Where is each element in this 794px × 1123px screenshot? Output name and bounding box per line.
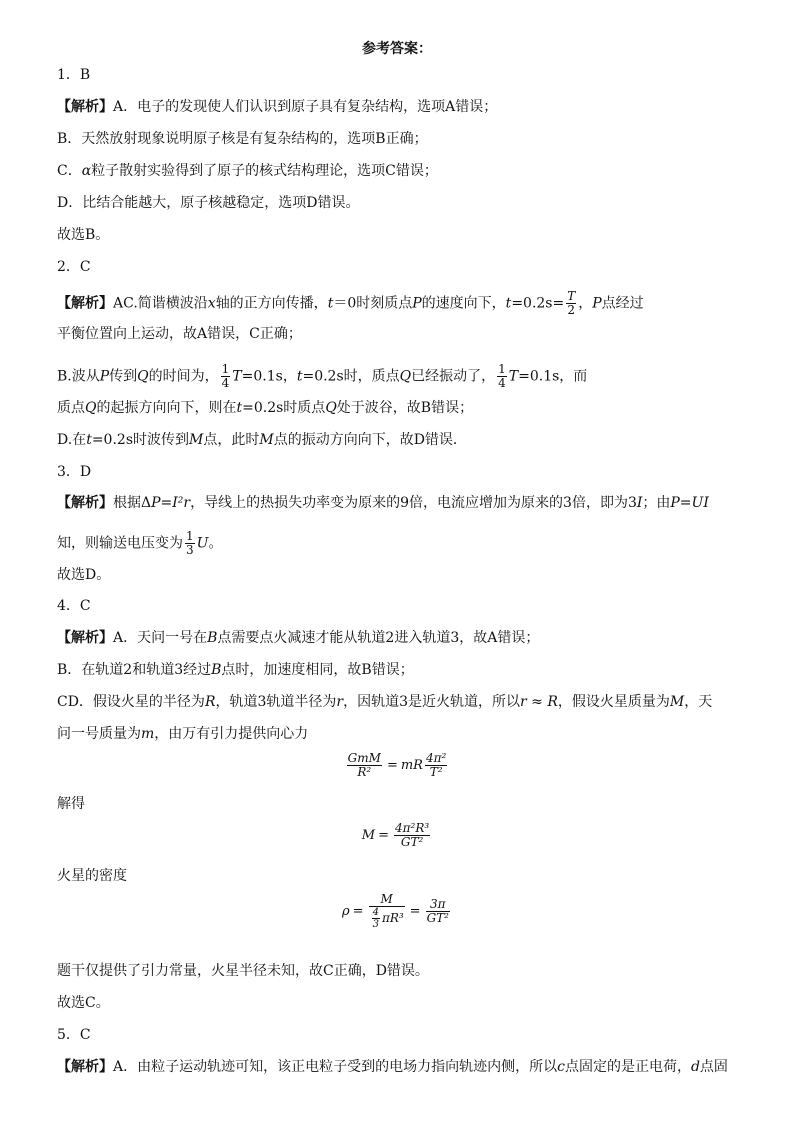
formula-frac — [369, 893, 405, 930]
q3-l2-b: 。 — [208, 535, 223, 552]
q1-text-a: A．电子的发现使人们认识到原子具有复杂结构，选项A错误； — [113, 99, 498, 115]
frac-den: 3 — [372, 919, 379, 930]
q5-l1-a: A．由粒子运动轨迹可知，该正电粒子受到的电场力指向轨迹内侧，所以 — [113, 1059, 558, 1075]
var-q: Q — [399, 368, 412, 385]
q2-l1-e: =0.2s= — [511, 295, 565, 312]
q2-answer: 2．C — [57, 259, 91, 275]
frac-den: GT² — [400, 835, 424, 849]
formula-power: P=UI — [670, 495, 709, 511]
q4-l3-d: ，假设火星质量为 — [557, 694, 670, 710]
q3-l1-a: 根据Δ — [113, 495, 152, 511]
q2-l1-f: ， — [578, 295, 593, 312]
formula-approx: r ≈ R — [520, 694, 558, 710]
q4-l2-b: 点时，加速度相同，故B错误； — [221, 662, 414, 678]
q4-line-2 — [57, 661, 414, 679]
q1-analysis-c — [57, 162, 438, 180]
var-m: m — [141, 726, 155, 742]
q4-l3-a: CD．假设火星的半径为 — [57, 694, 205, 710]
q2-l1-g: 点经过 — [601, 295, 644, 312]
q4-answer: 4．C — [57, 598, 91, 614]
analysis-tag: 【解析】 — [57, 1059, 113, 1075]
var-m: M — [669, 694, 685, 710]
formula-term: M — [361, 828, 376, 843]
frac-num: T — [567, 289, 576, 303]
formula-term: ρ — [342, 904, 350, 919]
var-m: M — [189, 432, 204, 448]
frac-num: 3π — [426, 898, 450, 912]
frac-den: 2 — [567, 303, 576, 317]
page-title: 参考答案： — [362, 41, 432, 57]
q2-l1-a: AC.简谐横波沿 — [113, 295, 208, 312]
q2-l1-c: ＝0时刻质点 — [333, 295, 413, 312]
q4-l1-b: 点需要点火减速才能从轨道2进入轨道3，故A错误； — [217, 630, 540, 646]
frac-den: GT² — [426, 911, 449, 925]
equals-sign: = — [386, 758, 398, 773]
var-x: x — [207, 295, 216, 312]
frac-num: 4π²R³ — [395, 821, 430, 835]
q4-l3-b: ，轨道3轨道半径为 — [215, 694, 337, 710]
frac-den: 3 — [186, 543, 194, 557]
formula-mass — [0, 822, 794, 849]
var-u: U — [196, 535, 209, 552]
q2-l3-g: =0.1s，而 — [518, 368, 588, 385]
frac-num: 1 — [186, 529, 194, 543]
q4-l3-e: ，天 — [684, 694, 713, 710]
var-m: M — [259, 432, 274, 448]
q1-analysis-d: D．比结合能越大，原子核越稳定，选项D错误。 — [57, 195, 360, 211]
analysis-tag: 【解析】 — [57, 295, 113, 312]
q3-l1-c: ；由 — [642, 495, 671, 511]
var-b: B — [211, 662, 222, 678]
q1-c-text: 粒子散射实验得到了原子的核式结构理论，选项C错误； — [91, 163, 438, 179]
q2-l1-d: 的速度向下， — [421, 295, 506, 312]
frac-num: 4 — [372, 907, 379, 918]
q4-line-4 — [57, 725, 308, 743]
q2-l3-d: =0.1s， — [241, 368, 297, 385]
q2-l5-c: 点，此时 — [203, 432, 260, 448]
q1-c-prefix: C． — [57, 163, 82, 179]
q3-line-1 — [57, 494, 709, 512]
q2-l3-f: 已经振动了， — [411, 368, 496, 385]
q3-l2-a: 知，则输送电压变为 — [57, 535, 183, 552]
q3-l1-b: ，导线上的热损失功率变为原来的9倍，电流应增加为原来的3倍，即为3 — [190, 495, 637, 511]
var-p: P — [592, 295, 602, 312]
var-t: t — [236, 400, 243, 416]
q1-c-symbol: α — [81, 163, 92, 179]
frac-den: 4 — [498, 376, 506, 390]
q5-l1-b: 点固定的是正电荷， — [564, 1059, 691, 1075]
q4-line-1 — [57, 629, 539, 647]
q1-analysis-a — [57, 98, 497, 116]
formula-power-loss: P=I²r — [151, 495, 191, 511]
q4-l4-b: ，由万有引力提供向心力 — [154, 726, 309, 742]
inner-frac — [372, 907, 380, 930]
q2-line-1 — [57, 290, 644, 317]
frac-den — [369, 907, 405, 930]
var-t: t — [296, 368, 303, 385]
q3-line-2 — [57, 530, 222, 557]
formula-term: mR — [400, 758, 423, 773]
q2-l3-a: B.波从 — [57, 368, 100, 385]
frac-num: 4π² — [425, 751, 447, 765]
analysis-tag: 【解析】 — [57, 495, 113, 511]
q1-analysis-b: B．天然放射现象说明原子核是有复杂结构的，选项B正确； — [57, 131, 428, 147]
q5-line-1 — [57, 1058, 728, 1076]
equals-sign: = — [409, 904, 421, 919]
q2-l5-d: 点的振动方向向下，故D错误． — [273, 432, 467, 448]
var-t: t — [86, 432, 92, 448]
q4-l3-c: ，因轨道3是近火轨道，所以 — [343, 694, 521, 710]
q2-l1-b: 轴的正方向传播， — [215, 295, 328, 312]
fraction-1-over-4 — [497, 363, 507, 390]
var-t: t — [327, 295, 334, 312]
frac-num: GmM — [347, 751, 381, 765]
q5-answer: 5．C — [57, 1027, 91, 1043]
q2-l4-a: 质点 — [57, 400, 85, 416]
q3-answer: 3．D — [57, 464, 92, 480]
q2-line-2: 平衡位置向上运动，故A错误，C正确； — [57, 326, 302, 342]
q4-l4-a: 问一号质量为 — [57, 726, 141, 742]
var-T: T — [232, 368, 242, 385]
q2-line-4 — [57, 399, 473, 417]
fraction-t-over-2 — [566, 290, 576, 317]
q2-l5-b: =0.2s时波传到 — [91, 432, 190, 448]
var-p: P — [412, 295, 422, 312]
q1-answer: 1．B — [57, 67, 91, 83]
var-p: P — [99, 368, 110, 385]
frac-num: 1 — [221, 362, 230, 376]
formula-frac — [426, 898, 450, 925]
q4-jiede: 解得 — [57, 796, 85, 812]
q4-line-3 — [57, 693, 712, 711]
q4-line-5: 题干仅提供了引力常量，火星半径未知，故C正确，D错误。 — [57, 963, 429, 979]
fraction-1-over-3 — [185, 530, 195, 557]
q2-line-5 — [57, 431, 467, 449]
q1-conclusion: 故选B。 — [57, 227, 110, 243]
formula-frac — [394, 822, 430, 849]
frac-num: 1 — [498, 362, 506, 376]
var-c: c — [557, 1059, 565, 1075]
q2-line-3 — [57, 363, 587, 390]
analysis-tag: 【解析】 — [57, 630, 113, 646]
var-q: Q — [85, 400, 97, 416]
q4-l1-a: A．天问一号在 — [113, 630, 208, 646]
equals-sign: = — [352, 904, 364, 919]
q2-l4-d: 处于波谷，故B错误； — [336, 400, 474, 416]
q2-l3-b: 传到 — [109, 368, 138, 385]
var-b: B — [207, 630, 218, 646]
var-i: I — [636, 495, 643, 511]
q2-l5-a: D.在 — [57, 432, 87, 448]
var-r: r — [336, 694, 344, 710]
q4-l2-a: B．在轨道2和轨道3经过 — [57, 662, 212, 678]
formula-gravity — [0, 752, 794, 779]
q2-l3-c: 的时间为， — [148, 368, 219, 385]
q2-l4-c: =0.2s时质点 — [242, 400, 326, 416]
q4-density-label: 火星的密度 — [57, 868, 127, 884]
q2-l3-e: =0.2s时，质点 — [302, 368, 400, 385]
frac-den: R² — [357, 765, 372, 779]
formula-frac — [425, 752, 447, 779]
q2-l4-b: 的起振方向向下，则在 — [96, 400, 237, 416]
analysis-tag: 【解析】 — [57, 99, 113, 115]
var-d: d — [690, 1059, 700, 1075]
q4-conclusion: 故选C。 — [57, 995, 110, 1011]
formula-term: πR³ — [381, 911, 404, 925]
var-r: R — [204, 694, 216, 710]
var-q: Q — [137, 368, 149, 385]
q3-conclusion: 故选D。 — [57, 567, 111, 583]
frac-num: M — [369, 893, 405, 907]
frac-den: T² — [429, 765, 443, 779]
fraction-1-over-4 — [221, 363, 231, 390]
formula-density — [0, 893, 794, 930]
var-q: Q — [325, 400, 337, 416]
var-t: t — [505, 295, 512, 312]
var-T: T — [508, 368, 519, 385]
equals-sign: = — [378, 828, 390, 843]
frac-den: 4 — [221, 376, 230, 390]
formula-frac — [347, 752, 382, 779]
q5-l1-e: 点固 — [699, 1059, 728, 1075]
